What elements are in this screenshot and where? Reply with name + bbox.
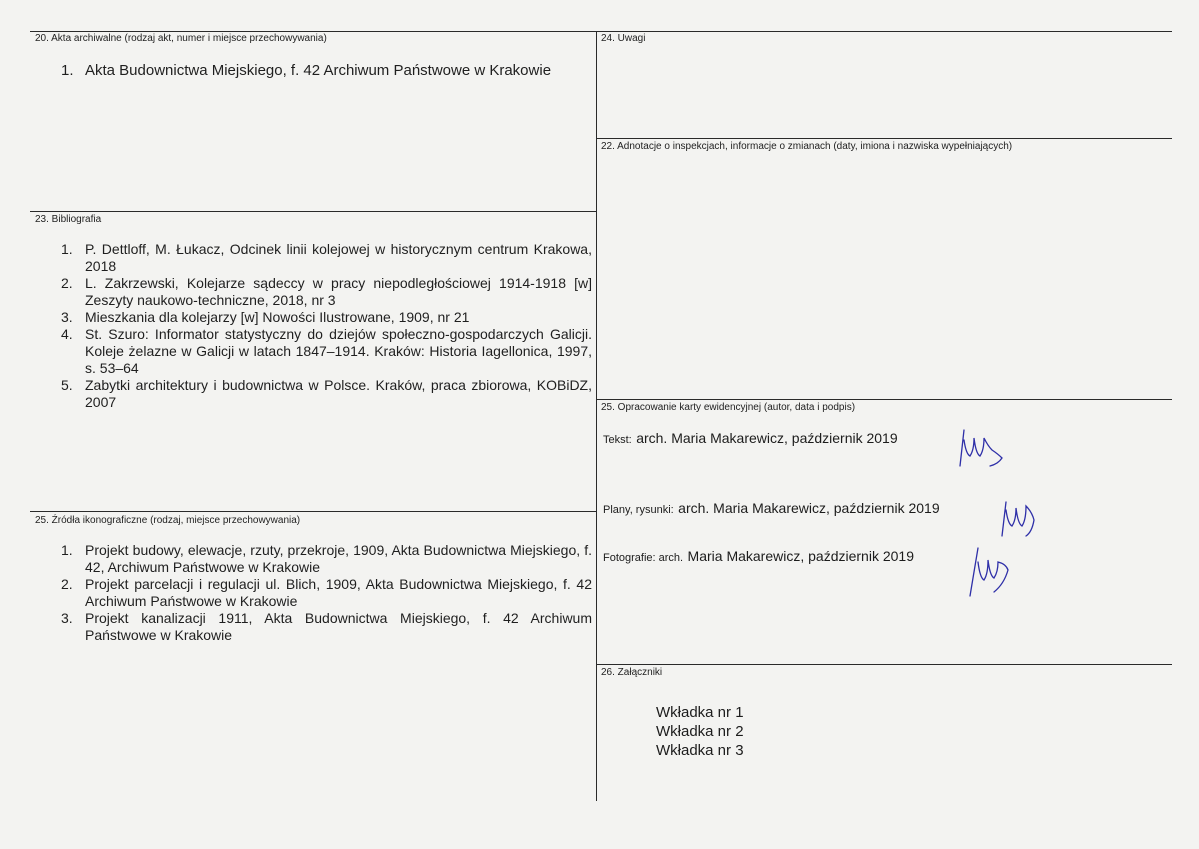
list-item bbox=[30, 275, 592, 309]
list-item bbox=[30, 62, 592, 80]
section-23-list bbox=[30, 241, 592, 411]
section-25-sources-label: 25. Źródła ikonograficzne (rodzaj, miejsce przechowywania) bbox=[35, 515, 301, 526]
list-item bbox=[30, 576, 592, 610]
list-item-text: Projekt parcelacji i regulacji ul. Blich, 1909, Akta Budownictwa Miejskiego, f. 42 Archiwum Państwowe w Krakowie bbox=[85, 576, 592, 609]
section-20-list bbox=[30, 62, 592, 80]
author-row-label: Tekst: bbox=[603, 434, 632, 446]
list-item-text: St. Szuro: Informator statystyczny do dziejów społeczno-gospodarczych Galicji. Koleje żelazne w Galicji w latach 1847–1914. Kraków: Historia Iagellonica, 1997, s. 53–64 bbox=[85, 326, 592, 376]
list-item-number: 5. bbox=[61, 377, 73, 393]
rule-20-23 bbox=[30, 211, 596, 212]
list-item-number: 1. bbox=[61, 62, 74, 79]
list-item bbox=[30, 326, 592, 377]
signature-icon bbox=[996, 490, 1046, 540]
rule-22-25 bbox=[596, 399, 1172, 400]
top-rule bbox=[30, 31, 1172, 32]
section-22-label: 22. Adnotacje o inspekcjach, informacje o zmianach (daty, imiona i nazwiska wypełniających) bbox=[601, 141, 1013, 152]
list-item-number: 1. bbox=[61, 542, 73, 558]
list-item-text: P. Dettloff, M. Łukacz, Odcinek linii kolejowej w historycznym centrum Krakowa, 2018 bbox=[85, 241, 592, 274]
list-item-text: Mieszkania dla kolejarzy [w] Nowości Ilustrowane, 1909, nr 21 bbox=[85, 309, 470, 325]
column-divider bbox=[596, 31, 597, 801]
author-row-label: Fotografie: arch. bbox=[603, 552, 684, 564]
section-20-label: 20. Akta archiwalne (rodzaj akt, numer i miejsce przechowywania) bbox=[35, 33, 327, 44]
author-row-value: arch. Maria Makarewicz, październik 2019 bbox=[678, 500, 940, 516]
signature-icon bbox=[952, 420, 1012, 470]
list-item-text: Projekt kanalizacji 1911, Akta Budownictwa Miejskiego, f. 42 Archiwum Państwowe w Krakowie bbox=[85, 610, 592, 643]
list-item-text: Akta Budownictwa Miejskiego, f. 42 Archiwum Państwowe w Krakowie bbox=[85, 62, 552, 79]
section-23-label: 23. Bibliografia bbox=[35, 214, 102, 225]
author-row-label: Plany, rysunki: bbox=[603, 504, 674, 516]
list-item bbox=[30, 309, 592, 326]
list-item-number: 3. bbox=[61, 610, 73, 626]
section-25-sources-list bbox=[30, 542, 592, 644]
section-24-label: 24. Uwagi bbox=[601, 33, 646, 44]
list-item-text: L. Zakrzewski, Kolejarze sądeccy w pracy niepodległościowej 1914-1918 [w] Zeszyty naukowo-techniczne, 2018, nr 3 bbox=[85, 275, 592, 308]
author-row-value: Maria Makarewicz, październik 2019 bbox=[687, 548, 914, 564]
section-26-label: 26. Załączniki bbox=[601, 667, 663, 678]
list-item bbox=[30, 241, 592, 275]
list-item-number: 3. bbox=[61, 309, 73, 325]
list-item bbox=[30, 542, 592, 576]
attachment-item: Wkładka nr 3 bbox=[656, 742, 744, 759]
attachments-list bbox=[656, 703, 744, 760]
attachment-item: Wkładka nr 1 bbox=[656, 704, 744, 721]
list-item-number: 2. bbox=[61, 275, 73, 291]
author-row-text bbox=[603, 430, 898, 448]
list-item-number: 4. bbox=[61, 326, 73, 342]
rule-25-26 bbox=[596, 664, 1172, 665]
list-item-text: Projekt budowy, elewacje, rzuty, przekroje, 1909, Akta Budownictwa Miejskiego, f. 42, Archiwum Państwowe w Krakowie bbox=[85, 542, 592, 575]
section-25-author-label: 25. Opracowanie karty ewidencyjnej (autor, data i podpis) bbox=[601, 402, 856, 413]
signature-icon bbox=[964, 540, 1018, 600]
list-item-number: 1. bbox=[61, 241, 73, 257]
list-item-number: 2. bbox=[61, 576, 73, 592]
rule-24-22 bbox=[596, 138, 1172, 139]
author-row-plans bbox=[603, 500, 940, 518]
list-item bbox=[30, 610, 592, 644]
author-row-value: arch. Maria Makarewicz, październik 2019 bbox=[636, 430, 898, 446]
list-item bbox=[30, 377, 592, 411]
author-row-photos bbox=[603, 548, 914, 566]
rule-23-25 bbox=[30, 511, 596, 512]
attachment-item: Wkładka nr 2 bbox=[656, 723, 744, 740]
list-item-text: Zabytki architektury i budownictwa w Polsce. Kraków, praca zbiorowa, KOBiDZ, 2007 bbox=[85, 377, 592, 410]
